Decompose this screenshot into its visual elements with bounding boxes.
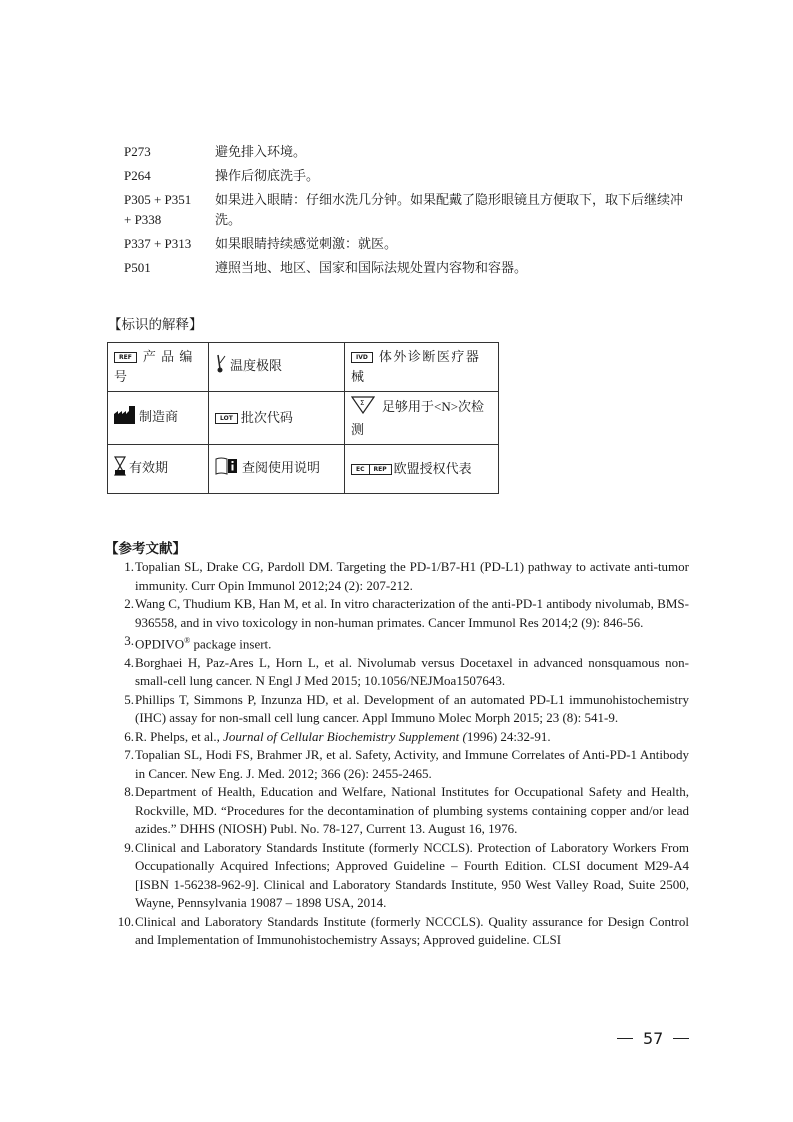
registered-mark: ® [184,636,191,645]
statement-row [124,190,704,230]
statement-code: P501 [124,260,151,275]
statement-text: 如果眼睛持续感觉刺激：就医。 [215,236,398,251]
rep-badge: REP [370,464,392,475]
statement-code: P337 + P313 [124,236,192,251]
reference-text: Phillips T, Simmons P, Inzunza HD, et al. Development of an automated PD-L1 immunohistochemistry (IHC) assay for non-small cell lung cancer. Appl Immuno Molec Morph 2015; 23 (8): 541-9. [135,691,689,726]
reference-text-part: package insert. [190,636,272,652]
reference-item [118,691,689,728]
page-dash-left [617,1038,633,1039]
reference-number: 8. [124,784,134,800]
symbol-cell [209,392,345,445]
ref-icon: REF [114,352,137,363]
symbol-cell [108,343,209,392]
symbol-label: 制造商 [139,408,179,424]
reference-text: Clinical and Laboratory Standards Institute (formerly NCCCLS). Quality assurance for Design Control and Implementation of Immunohistochemistry Assays; Approved guideline. CLSI [135,913,689,948]
page-number: 57 [643,1029,664,1048]
consult-instructions-icon [215,457,239,481]
reference-text: Clinical and Laboratory Standards Institute (formerly NCCLS). Protection of Laboratory Workers From Occupationally Acquired Infections; Approved Guideline – Fourth Edition. CLSI document M29-A4 [ISBN 1-56238-962-9]. Clinical and Laboratory Standards Institute, 950 West Valley Road, Suite 2500, Wayne, Pennsylvania 19087 – 1898 USA, 2014. [135,839,689,911]
reference-item [118,728,689,747]
references-list [118,558,689,950]
statement-code-line: P305 + P351 [124,192,192,207]
symbol-label: 产 品 编 号 [114,349,194,384]
symbol-label: 体外诊断医疗器械 [351,349,481,384]
reference-number: 9. [124,839,134,855]
reference-item [118,839,689,913]
reference-text: Wang C, Thudium KB, Han M, et al. In vitro characterization of the anti-PD-1 antibody nivolumab, BMS-936558, and in vivo toxicology in non-human primates. Cancer Immunol Res 2014;2 (9): 846-56. [135,596,689,630]
reference-text-part: OPDIVO [135,636,185,652]
page-dash-right [673,1038,689,1039]
symbol-label: 查阅使用说明 [242,459,321,475]
reference-number: 2. [124,596,134,611]
statement-text: 操作后彻底洗手。 [215,168,320,183]
symbols-row [108,445,499,494]
reference-text: Topalian SL, Drake CG, Pardoll DM. Targeting the PD-1/B7-H1 (PD-L1) pathway to activate anti-tumor immunity. Curr Opin Immunol 2012;24 (2): 207-212. [135,559,689,593]
temperature-limit-icon [215,353,227,381]
symbol-cell [345,343,499,392]
reference-text [135,728,689,747]
reference-item [118,558,689,595]
symbol-cell [209,445,345,494]
reference-number: 4. [124,654,134,670]
symbol-cell [108,445,209,494]
ec-badge: EC [351,464,370,475]
reference-number: 10. [117,913,134,929]
reference-item [118,746,689,783]
reference-item [118,654,689,691]
journal-title: Journal of Cellular Biochemistry Supplement ( [223,728,467,744]
symbols-row [108,343,499,392]
symbol-label: 有效期 [129,459,169,475]
reference-number: 1. [124,559,134,574]
precautionary-statements [124,142,704,282]
reference-text: Department of Health, Education and Welfare, National Institutes for Occupational Safety and Health, Rockville, MD. “Procedures for the decontamination of plumbing systems containing copper and/or lead azides.” DHHS (NIOSH) Publ. No. 78-127, Current 13. August 16, 1976. [135,784,689,837]
page-number-footer [617,1029,689,1048]
symbol-label: 批次代码 [240,410,293,425]
reference-number: 7. [124,747,134,763]
statement-row [124,166,704,186]
symbols-row [108,392,499,445]
symbol-cell [345,392,499,445]
symbols-table [107,342,499,494]
statement-row [124,258,704,278]
symbol-label: 温度极限 [230,357,283,373]
statement-text: 避免排入环境。 [215,144,307,159]
statement-code-line: + P338 [124,212,162,227]
ivd-icon: IVD [351,352,373,363]
symbol-label: 欧盟授权代表 [393,461,472,476]
manufacturer-icon [114,406,136,430]
reference-number: 3. [124,633,134,648]
reference-item [118,632,689,654]
reference-item [118,913,689,950]
statement-code: P273 [124,144,151,159]
symbols-section-title: 【标识的解释】 [108,317,203,332]
statement-code [124,190,215,230]
reference-text: Borghaei H, Paz-Ares L, Horn L, et al. Nivolumab versus Docetaxel in advanced nonsquamous non-small-cell lung cancer. N Engl J Med 2015; 10.1056/NEJMoa1507643. [135,654,689,689]
references-section-title: 【参考文献】 [105,541,186,556]
reference-text-part: 1996) 24:32-91. [466,728,551,744]
symbol-label: 足够用于<N>次检测 [351,398,485,437]
symbol-cell [108,392,209,445]
reference-item [118,595,689,632]
statement-row [124,234,704,254]
symbol-cell [345,445,499,494]
lot-icon: LOT [215,413,238,424]
ec-rep-icon [351,459,392,479]
expiry-hourglass-icon [114,456,126,482]
svg-text:Σ: Σ [360,399,365,407]
statement-text: 如果进入眼睛：仔细水洗几分钟。如果配戴了隐形眼镜且方便取下，取下后继续冲洗。 [215,192,684,227]
reference-text-part: R. Phelps, et al., [135,728,224,744]
statement-text: 遵照当地、地区、国家和国际法规处置内容物和容器。 [215,260,528,275]
symbol-cell [209,343,345,392]
reference-number: 5. [124,691,134,707]
sufficient-tests-icon [351,396,375,420]
reference-text [135,632,689,654]
reference-number: 6. [124,728,134,744]
statement-row [124,142,704,162]
reference-item [118,783,689,839]
statement-code: P264 [124,168,151,183]
reference-text: Topalian SL, Hodi FS, Brahmer JR, et al. Safety, Activity, and Immune Correlates of Anti-PD-1 Antibody in Cancer. New Eng. J. Med. 2012; 366 (26): 2455-2465. [135,747,689,781]
